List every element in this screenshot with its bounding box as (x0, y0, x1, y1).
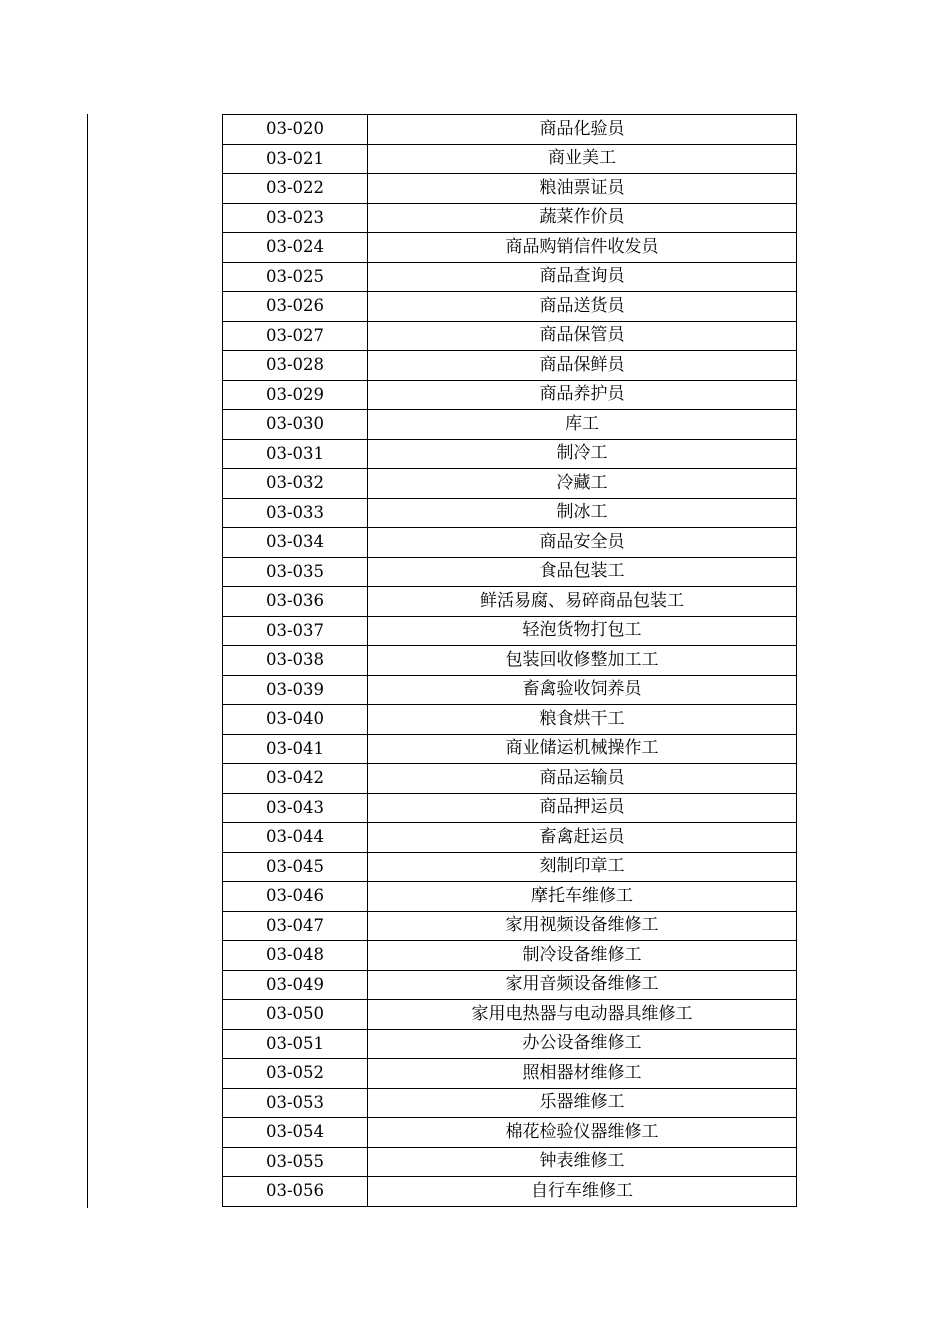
occupation-name-cell: 粮食烘干工 (368, 705, 797, 735)
occupation-name-cell: 商业美工 (368, 144, 797, 174)
occupation-code-cell: 03-032 (223, 469, 368, 499)
occupation-name-cell: 家用电热器与电动器具维修工 (368, 1000, 797, 1030)
table-row (223, 793, 797, 823)
table-row (223, 1177, 797, 1207)
table-row (223, 1000, 797, 1030)
occupation-name-cell: 摩托车维修工 (368, 882, 797, 912)
occupation-name-cell: 商品查询员 (368, 262, 797, 292)
occupation-code-cell: 03-034 (223, 528, 368, 558)
occupation-code-cell: 03-052 (223, 1059, 368, 1089)
occupation-code-cell: 03-056 (223, 1177, 368, 1207)
occupation-code-cell: 03-027 (223, 321, 368, 351)
occupation-code-cell: 03-030 (223, 410, 368, 440)
occupation-code-cell: 03-048 (223, 941, 368, 971)
occupation-name-cell: 商品养护员 (368, 380, 797, 410)
left-margin-rule (87, 114, 88, 1208)
occupation-code-cell: 03-028 (223, 351, 368, 381)
occupation-name-cell: 蔬菜作价员 (368, 203, 797, 233)
occupation-name-cell: 商品押运员 (368, 793, 797, 823)
occupation-name-cell: 棉花检验仪器维修工 (368, 1118, 797, 1148)
table-row (223, 646, 797, 676)
occupation-name-cell: 家用视频设备维修工 (368, 911, 797, 941)
table-row (223, 734, 797, 764)
table-row (223, 882, 797, 912)
occupation-code-cell: 03-050 (223, 1000, 368, 1030)
occupation-code-cell: 03-025 (223, 262, 368, 292)
occupation-code-cell: 03-041 (223, 734, 368, 764)
table-row (223, 1118, 797, 1148)
table-row (223, 144, 797, 174)
table-row (223, 587, 797, 617)
occupation-name-cell: 商品运输员 (368, 764, 797, 794)
occupation-name-cell: 冷藏工 (368, 469, 797, 499)
occupation-name-cell: 商业储运机械操作工 (368, 734, 797, 764)
occupation-code-cell: 03-046 (223, 882, 368, 912)
occupation-code-cell: 03-029 (223, 380, 368, 410)
table-row (223, 823, 797, 853)
table-row (223, 321, 797, 351)
occupation-name-cell: 钟表维修工 (368, 1147, 797, 1177)
table-row (223, 970, 797, 1000)
occupation-code-cell: 03-044 (223, 823, 368, 853)
occupation-name-cell: 畜禽赶运员 (368, 823, 797, 853)
occupation-name-cell: 包装回收修整加工工 (368, 646, 797, 676)
occupation-code-cell: 03-054 (223, 1118, 368, 1148)
occupation-name-cell: 粮油票证员 (368, 174, 797, 204)
occupation-code-cell: 03-033 (223, 498, 368, 528)
table-row (223, 911, 797, 941)
occupation-code-cell: 03-020 (223, 115, 368, 145)
occupation-code-cell: 03-036 (223, 587, 368, 617)
occupation-code-cell: 03-042 (223, 764, 368, 794)
occupation-code-cell: 03-023 (223, 203, 368, 233)
table-row (223, 380, 797, 410)
occupation-name-cell: 食品包装工 (368, 557, 797, 587)
occupation-name-cell: 鲜活易腐、易碎商品包装工 (368, 587, 797, 617)
table-row (223, 528, 797, 558)
table-row (223, 498, 797, 528)
table-row (223, 1059, 797, 1089)
occupation-name-cell: 办公设备维修工 (368, 1029, 797, 1059)
table-row (223, 1088, 797, 1118)
occupation-code-cell: 03-053 (223, 1088, 368, 1118)
table-row (223, 174, 797, 204)
occupation-name-cell: 乐器维修工 (368, 1088, 797, 1118)
occupation-code-cell: 03-043 (223, 793, 368, 823)
occupation-name-cell: 商品购销信件收发员 (368, 233, 797, 263)
occupation-code-cell: 03-039 (223, 675, 368, 705)
occupation-name-cell: 制冰工 (368, 498, 797, 528)
table-row (223, 764, 797, 794)
table-row (223, 616, 797, 646)
occupation-code-cell: 03-049 (223, 970, 368, 1000)
occupation-code-cell: 03-055 (223, 1147, 368, 1177)
occupation-code-cell: 03-026 (223, 292, 368, 322)
table-row (223, 557, 797, 587)
table-row (223, 1147, 797, 1177)
occupation-name-cell: 库工 (368, 410, 797, 440)
table-row (223, 203, 797, 233)
occupation-code-cell: 03-051 (223, 1029, 368, 1059)
table-row (223, 292, 797, 322)
table-row (223, 351, 797, 381)
table-row (223, 233, 797, 263)
table-row (223, 1029, 797, 1059)
table-row (223, 115, 797, 145)
occupation-name-cell: 家用音频设备维修工 (368, 970, 797, 1000)
occupation-code-cell: 03-038 (223, 646, 368, 676)
occupation-name-cell: 轻泡货物打包工 (368, 616, 797, 646)
occupation-name-cell: 商品安全员 (368, 528, 797, 558)
table-row (223, 439, 797, 469)
occupation-name-cell: 商品送货员 (368, 292, 797, 322)
table-row (223, 262, 797, 292)
occupation-code-cell: 03-035 (223, 557, 368, 587)
occupation-name-cell: 照相器材维修工 (368, 1059, 797, 1089)
occupation-name-cell: 商品化验员 (368, 115, 797, 145)
occupation-code-cell: 03-022 (223, 174, 368, 204)
occupation-name-cell: 自行车维修工 (368, 1177, 797, 1207)
table-row (223, 675, 797, 705)
occupation-code-cell: 03-037 (223, 616, 368, 646)
table-row (223, 705, 797, 735)
occupation-code-cell: 03-021 (223, 144, 368, 174)
table-row (223, 941, 797, 971)
table-row (223, 852, 797, 882)
table-row (223, 469, 797, 499)
occupation-code-cell: 03-047 (223, 911, 368, 941)
occupation-name-cell: 畜禽验收饲养员 (368, 675, 797, 705)
occupation-code-cell: 03-040 (223, 705, 368, 735)
occupation-name-cell: 商品保鲜员 (368, 351, 797, 381)
occupation-name-cell: 刻制印章工 (368, 852, 797, 882)
occupation-code-cell: 03-031 (223, 439, 368, 469)
table-body (223, 115, 797, 1207)
occupation-name-cell: 商品保管员 (368, 321, 797, 351)
occupation-code-cell: 03-045 (223, 852, 368, 882)
occupation-name-cell: 制冷设备维修工 (368, 941, 797, 971)
occupation-code-table (222, 114, 797, 1207)
occupation-code-cell: 03-024 (223, 233, 368, 263)
occupation-name-cell: 制冷工 (368, 439, 797, 469)
table-row (223, 410, 797, 440)
